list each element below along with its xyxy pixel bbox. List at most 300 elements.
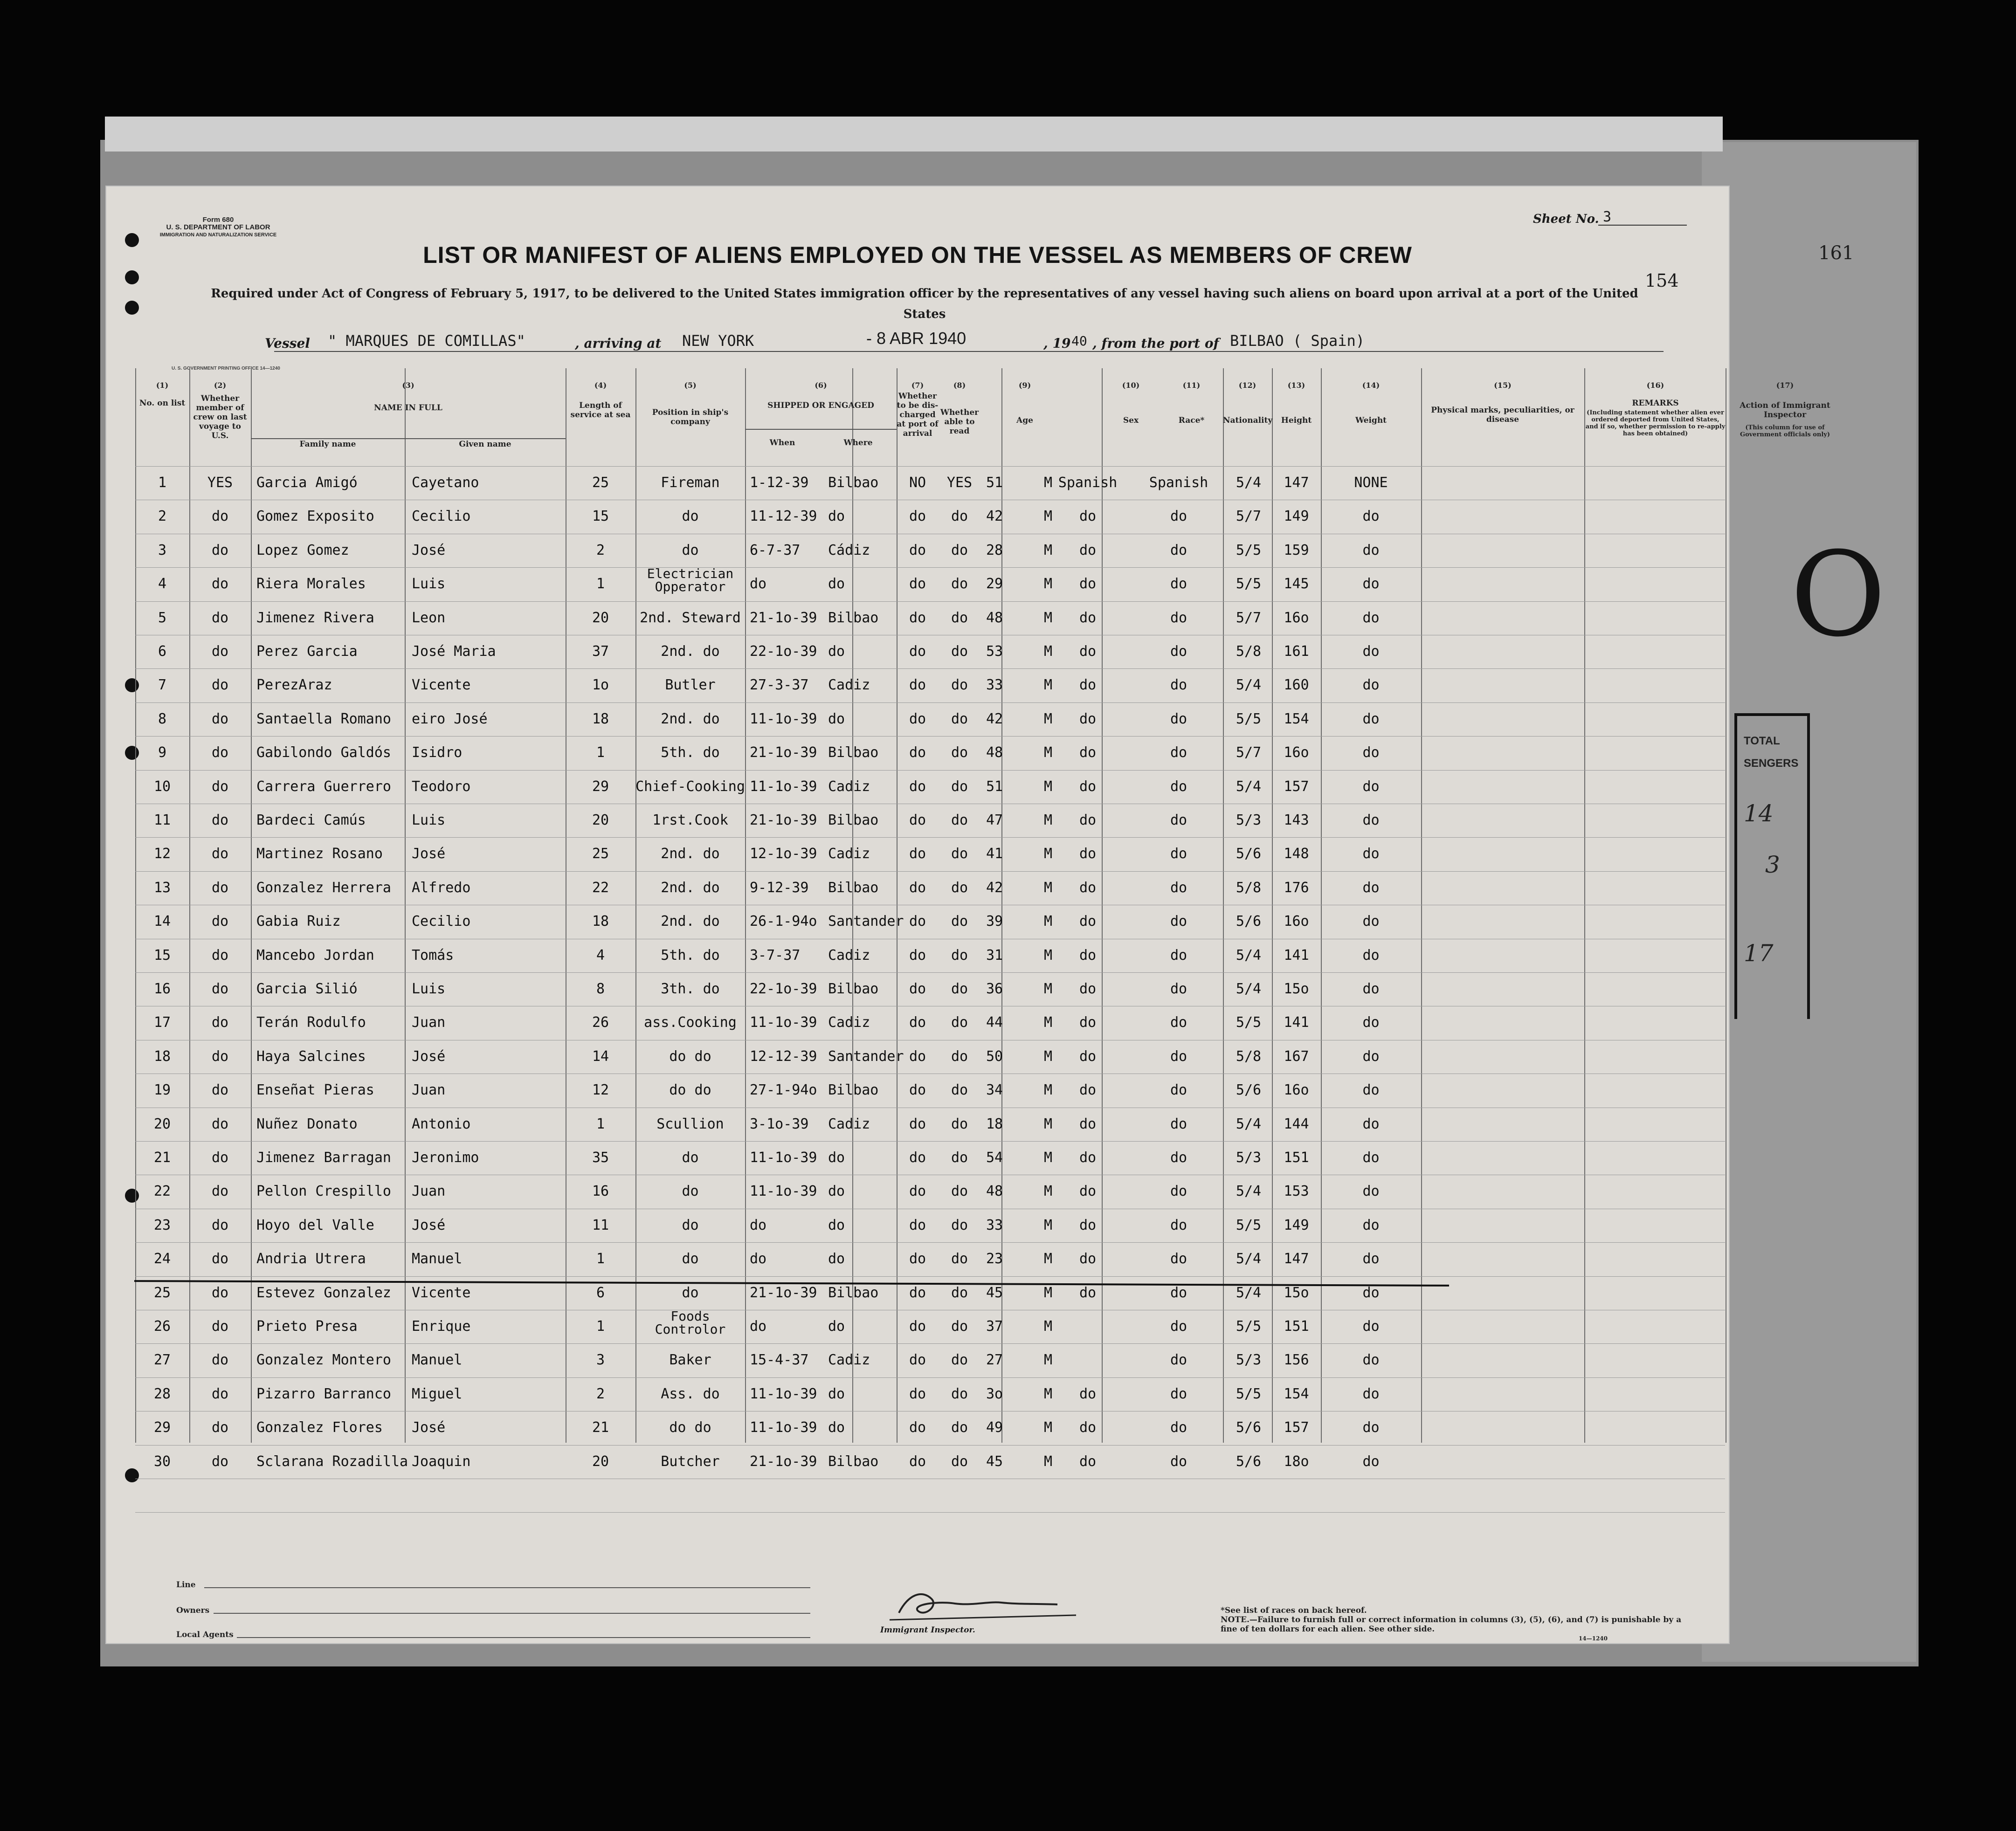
crew-age-cell: 47 [986, 812, 1003, 828]
crew-family-cell: Jimenez Rivera [256, 609, 374, 626]
crew-sex-cell: M [1043, 1419, 1053, 1436]
crew-where-cell: do [828, 1318, 845, 1335]
crew-family-cell: Gonzalez Montero [256, 1352, 391, 1369]
crew-family-cell: Prieto Presa [256, 1318, 358, 1335]
crew-nat-cell: do [1170, 1082, 1188, 1099]
crew-phys-cell: do [1362, 1251, 1380, 1267]
column-divider [1223, 368, 1224, 1443]
arriving-label: , arriving at [575, 336, 662, 351]
crew-service-cell: 21 [592, 1419, 609, 1436]
crew-height-cell: 5/5 [1236, 710, 1262, 727]
crew-nat-cell: do [1170, 677, 1188, 694]
crew-family-cell: Sclarana Rozadilla [256, 1453, 408, 1470]
crew-prior-cell: do [211, 1318, 229, 1335]
crew-disch-cell: do [909, 508, 926, 525]
crew-nat-cell: do [1170, 913, 1188, 930]
crew-prior-cell: do [211, 947, 229, 964]
crew-height-cell: 5/4 [1236, 778, 1262, 795]
crew-age-cell: 44 [986, 1014, 1003, 1031]
crew-weight-cell: 16o [1284, 913, 1309, 930]
column-divider [1001, 368, 1002, 1443]
crew-sex-cell: M [1043, 1150, 1053, 1166]
crew-family-cell: Perez Garcia [256, 643, 358, 660]
crew-service-cell: 25 [592, 846, 609, 862]
crew-age-cell: 54 [986, 1150, 1003, 1166]
crew-position-cell: Fireman [661, 475, 720, 491]
crew-weight-cell: 141 [1284, 947, 1309, 964]
header-race: Race* [1178, 416, 1205, 425]
crew-family-cell: Hoyo del Valle [256, 1217, 374, 1233]
crew-where-cell: Bilbao [828, 475, 879, 491]
crew-weight-cell: 167 [1284, 1048, 1309, 1065]
crew-height-cell: 5/6 [1236, 913, 1262, 930]
crew-race-cell: do [1079, 778, 1097, 795]
crew-position-cell: 1rst.Cook [652, 812, 728, 828]
crew-disch-cell: do [909, 542, 926, 558]
crew-service-cell: 1 [596, 576, 605, 592]
crew-nat-cell: do [1170, 1150, 1188, 1166]
crew-given-cell: Manuel [412, 1251, 463, 1267]
crew-weight-cell: 18o [1284, 1453, 1309, 1470]
crew-phys-cell: do [1362, 1014, 1380, 1031]
column-divider [1421, 368, 1422, 1443]
crew-height-cell: 5/8 [1236, 879, 1262, 896]
crew-age-cell: 53 [986, 643, 1003, 660]
crew-service-cell: 15 [592, 508, 609, 525]
crew-age-cell: 48 [986, 744, 1003, 761]
crew-when-cell: 11-1o-39 [750, 710, 817, 727]
crew-family-cell: Pellon Crespillo [256, 1183, 391, 1200]
crew-nat-cell: do [1170, 1115, 1188, 1132]
column-divider [745, 368, 746, 1443]
crew-age-cell: 51 [986, 778, 1003, 795]
crew-race-cell: do [1079, 1419, 1097, 1436]
crew-service-cell: 2 [596, 1385, 605, 1402]
crew-disch-cell: NO [909, 475, 926, 491]
crew-disch-cell: do [909, 677, 926, 694]
crew-race-cell: do [1079, 576, 1097, 592]
crew-disch-cell: do [909, 1385, 926, 1402]
row-rule [135, 601, 1725, 602]
crew-age-cell: 23 [986, 1251, 1003, 1267]
crew-where-cell: Cadiz [828, 947, 870, 964]
crew-when-cell: 21-1o-39 [750, 1453, 817, 1470]
crew-phys-cell: do [1362, 812, 1380, 828]
crew-family-cell: Pizarro Barranco [256, 1385, 391, 1402]
crew-nat-cell: do [1170, 710, 1188, 727]
crew-race-cell: do [1079, 981, 1097, 997]
crew-age-cell: 45 [986, 1453, 1003, 1470]
crew-when-cell: 15-4-37 [750, 1352, 809, 1369]
crew-disch-cell: do [909, 576, 926, 592]
crew-nat-cell: do [1170, 1217, 1188, 1233]
column-number: (2) [214, 381, 227, 390]
crew-phys-cell: do [1362, 1217, 1380, 1233]
header-remarks: REMARKS [1632, 399, 1679, 408]
crew-nat-cell: do [1170, 812, 1188, 828]
crew-read-cell: do [951, 812, 968, 828]
crew-phys-cell: do [1362, 879, 1380, 896]
crew-sex-cell: M [1043, 710, 1053, 727]
crew-prior-cell: do [211, 778, 229, 795]
crew-position-cell: 2nd. do [661, 879, 720, 896]
crew-disch-cell: do [909, 1284, 926, 1301]
total-value: 17 [1744, 940, 1774, 967]
crew-position-cell: do [682, 1217, 699, 1233]
crew-weight-cell: 151 [1284, 1318, 1309, 1335]
crew-no-cell: 28 [153, 1385, 171, 1402]
crew-when-cell: 27-1-94o [750, 1082, 817, 1099]
crew-given-cell: Cecilio [412, 508, 471, 525]
crew-weight-cell: 161 [1284, 643, 1309, 660]
line-label: Line [176, 1580, 196, 1590]
crew-weight-cell: 145 [1284, 576, 1309, 592]
crew-position-cell: 5th. do [661, 744, 720, 761]
crew-weight-cell: 159 [1284, 542, 1309, 558]
crew-weight-cell: 149 [1284, 508, 1309, 525]
crew-prior-cell: do [211, 508, 229, 525]
column-number: (6) [815, 381, 827, 390]
crew-sex-cell: M [1043, 643, 1053, 660]
crew-read-cell: do [951, 1217, 968, 1233]
crew-race-cell: do [1079, 710, 1097, 727]
header-name-in-full: NAME IN FULL [374, 403, 442, 413]
crew-position-cell: Chief-Cooking [635, 778, 745, 795]
crew-height-cell: 5/3 [1236, 1352, 1262, 1369]
crew-prior-cell: do [211, 1385, 229, 1402]
crew-where-cell: Bilbao [828, 981, 879, 997]
crew-read-cell: do [951, 1385, 968, 1402]
crew-no-cell: 16 [153, 981, 171, 997]
column-number: (8) [953, 381, 966, 390]
header-nationality: Nationality [1223, 416, 1273, 425]
crew-phys-cell: do [1362, 778, 1380, 795]
crew-sex-cell: M [1043, 1014, 1053, 1031]
crew-prior-cell: do [211, 981, 229, 997]
crew-sex-cell: M [1043, 1284, 1053, 1301]
crew-service-cell: 20 [592, 812, 609, 828]
column-number: (14) [1362, 381, 1380, 390]
crew-phys-cell: do [1362, 1453, 1380, 1470]
crew-disch-cell: do [909, 1115, 926, 1132]
punch-hole [125, 270, 139, 284]
crew-given-cell: Juan [412, 1183, 446, 1200]
column-number: (4) [594, 381, 607, 390]
crew-disch-cell: do [909, 710, 926, 727]
crew-nat-cell: do [1170, 1419, 1188, 1436]
crew-position-cell: Foods Controlor [655, 1308, 726, 1337]
crew-sex-cell: M [1043, 576, 1053, 592]
crew-given-cell: Miguel [412, 1385, 463, 1402]
crew-position-cell: do do [669, 1082, 711, 1099]
departure-port: BILBAO ( Spain) [1230, 332, 1365, 350]
crew-phys-cell: do [1362, 576, 1380, 592]
crew-position-cell: Ass. do [661, 1385, 720, 1402]
crew-given-cell: Joaquin [412, 1453, 471, 1470]
crew-race-cell: do [1079, 609, 1097, 626]
crew-prior-cell: do [211, 1183, 229, 1200]
crew-weight-cell: 154 [1284, 1385, 1309, 1402]
crew-read-cell: do [951, 744, 968, 761]
crew-where-cell: do [828, 1251, 845, 1267]
crew-service-cell: 18 [592, 913, 609, 930]
crew-read-cell: do [951, 609, 968, 626]
crew-nat-cell: do [1170, 744, 1188, 761]
crew-where-cell: Bilbao [828, 812, 879, 828]
header-when: When [769, 438, 795, 447]
column-number: (3) [402, 381, 414, 390]
header-height: Height [1281, 416, 1312, 425]
crew-prior-cell: do [211, 1115, 229, 1132]
crew-weight-cell: 147 [1284, 475, 1309, 491]
crew-family-cell: Gabilondo Galdós [256, 744, 391, 761]
crew-service-cell: 26 [592, 1014, 609, 1031]
crew-race-cell: do [1079, 1385, 1097, 1402]
crew-given-cell: Luis [412, 981, 446, 997]
crew-sex-cell: M [1043, 879, 1053, 896]
header-action: Action of Immigrant Inspector [1740, 401, 1830, 420]
crew-sex-cell: M [1043, 744, 1053, 761]
crew-family-cell: Terán Rodulfo [256, 1014, 366, 1031]
crew-prior-cell: do [211, 643, 229, 660]
crew-family-cell: Nuñez Donato [256, 1115, 358, 1132]
crew-service-cell: 3 [596, 1352, 605, 1369]
crew-sex-cell: M [1043, 947, 1053, 964]
crew-read-cell: do [951, 1082, 968, 1099]
crew-read-cell: do [951, 1453, 968, 1470]
crew-weight-cell: 141 [1284, 1014, 1309, 1031]
form-number: Form 680 [202, 216, 234, 224]
crew-no-cell: 14 [153, 913, 171, 930]
crew-prior-cell: do [211, 677, 229, 694]
row-rule [135, 1512, 1725, 1513]
crew-no-cell: 18 [153, 1048, 171, 1065]
crew-when-cell: 11-1o-39 [750, 1014, 817, 1031]
crew-sex-cell: M [1043, 1183, 1053, 1200]
crew-sex-cell: M [1043, 913, 1053, 930]
crew-age-cell: 41 [986, 846, 1003, 862]
crew-age-cell: 48 [986, 1183, 1003, 1200]
crew-height-cell: 5/6 [1236, 1082, 1262, 1099]
header-where: Where [843, 438, 873, 447]
crew-where-cell: do [828, 576, 845, 592]
crew-race-cell: do [1079, 744, 1097, 761]
column-number: (1) [156, 381, 169, 390]
crew-family-cell: Martinez Rosano [256, 846, 383, 862]
crew-height-cell: 5/4 [1236, 947, 1262, 964]
crew-phys-cell: do [1362, 710, 1380, 727]
crew-prior-cell: do [211, 1453, 229, 1470]
crew-disch-cell: do [909, 1150, 926, 1166]
crew-when-cell: 21-1o-39 [750, 609, 817, 626]
crew-prior-cell: do [211, 1014, 229, 1031]
crew-disch-cell: do [909, 609, 926, 626]
crew-weight-cell: 144 [1284, 1115, 1309, 1132]
crew-given-cell: Leon [412, 609, 446, 626]
crew-given-cell: Cecilio [412, 913, 471, 930]
crew-when-cell: 11-1o-39 [750, 778, 817, 795]
crew-no-cell: 15 [153, 947, 171, 964]
crew-age-cell: 45 [986, 1284, 1003, 1301]
crew-race-cell: do [1079, 1048, 1097, 1065]
row-rule [135, 1377, 1725, 1378]
crew-given-cell: José [412, 846, 446, 862]
crew-race-cell: do [1079, 1014, 1097, 1031]
column-number: (15) [1494, 381, 1512, 390]
column-divider [1584, 368, 1585, 1443]
column-number: (17) [1776, 381, 1794, 390]
crew-weight-cell: 16o [1284, 1082, 1309, 1099]
crew-disch-cell: do [909, 1217, 926, 1233]
crew-no-cell: 29 [153, 1419, 171, 1436]
crew-race-cell: do [1079, 812, 1097, 828]
crew-prior-cell: do [211, 1217, 229, 1233]
crew-race-cell: do [1079, 879, 1097, 896]
crew-sex-cell: M [1043, 1115, 1053, 1132]
row-rule [135, 668, 1725, 669]
crew-weight-cell: 157 [1284, 778, 1309, 795]
crew-race-cell: do [1079, 1082, 1097, 1099]
crew-nat-cell: do [1170, 1251, 1188, 1267]
crew-read-cell: do [951, 879, 968, 896]
crew-family-cell: Gonzalez Flores [256, 1419, 383, 1436]
crew-family-cell: Gonzalez Herrera [256, 879, 391, 896]
crew-position-cell: Butcher [661, 1453, 720, 1470]
crew-when-cell: do [750, 1318, 767, 1335]
crew-weight-cell: 143 [1284, 812, 1309, 828]
crew-service-cell: 12 [592, 1082, 609, 1099]
crew-disch-cell: do [909, 1251, 926, 1267]
crew-age-cell: 42 [986, 508, 1003, 525]
crew-position-cell: do [682, 1183, 699, 1200]
crew-age-cell: 48 [986, 609, 1003, 626]
inspector-signature [880, 1576, 1113, 1631]
crew-race-cell: do [1079, 1284, 1097, 1301]
crew-given-cell: Juan [412, 1014, 446, 1031]
crew-read-cell: do [951, 1419, 968, 1436]
crew-position-cell: Electrician Opperator [647, 566, 734, 595]
crew-when-cell: 22-1o-39 [750, 981, 817, 997]
crew-disch-cell: do [909, 1082, 926, 1099]
crew-position-cell: do [682, 1150, 699, 1166]
crew-position-cell: 2nd. do [661, 913, 720, 930]
crew-nat-cell: do [1170, 1014, 1188, 1031]
crew-phys-cell: do [1362, 1048, 1380, 1065]
crew-where-cell: do [828, 1217, 845, 1233]
crew-given-cell: Tomás [412, 947, 454, 964]
crew-phys-cell: do [1362, 1115, 1380, 1132]
column-number: (11) [1182, 381, 1201, 390]
crew-phys-cell: do [1362, 947, 1380, 964]
crew-prior-cell: do [211, 913, 229, 930]
crew-phys-cell: do [1362, 677, 1380, 694]
crew-age-cell: 49 [986, 1419, 1003, 1436]
footer-form-code: 14—1240 [1578, 1635, 1608, 1642]
crew-when-cell: 22-1o-39 [750, 643, 817, 660]
crew-when-cell: 3-1o-39 [750, 1115, 809, 1132]
crew-no-cell: 4 [158, 576, 167, 592]
crew-when-cell: 21-1o-39 [750, 812, 817, 828]
crew-weight-cell: 148 [1284, 846, 1309, 862]
column-number: (16) [1646, 381, 1664, 390]
crew-position-cell: do [682, 1251, 699, 1267]
crew-prior-cell: do [211, 1419, 229, 1436]
row-rule [135, 567, 1725, 568]
header-given-name: Given name [459, 440, 511, 449]
right-page-number: 161 [1818, 242, 1854, 264]
crew-service-cell: 37 [592, 643, 609, 660]
crew-nat-cell: do [1170, 846, 1188, 862]
crew-service-cell: 1o [592, 677, 609, 694]
owners-field [214, 1613, 810, 1614]
crew-read-cell: do [951, 542, 968, 558]
crew-prior-cell: do [211, 1048, 229, 1065]
total-header: TOTAL [1744, 735, 1780, 747]
crew-where-cell: do [828, 508, 845, 525]
crew-prior-cell: do [211, 609, 229, 626]
crew-where-cell: Bilbao [828, 879, 879, 896]
crew-no-cell: 6 [158, 643, 167, 660]
crew-disch-cell: do [909, 643, 926, 660]
crew-where-cell: Bilbao [828, 1284, 879, 1301]
total-value: 14 [1744, 800, 1774, 827]
column-number: (10) [1122, 381, 1140, 390]
crew-nat-cell: do [1170, 1352, 1188, 1369]
crew-sex-cell: M [1043, 1318, 1053, 1335]
crew-family-cell: Santaella Romano [256, 710, 391, 727]
crew-position-cell: do do [669, 1419, 711, 1436]
crew-nat-cell: do [1170, 947, 1188, 964]
row-rule [135, 1276, 1725, 1277]
crew-read-cell: do [951, 947, 968, 964]
crew-age-cell: 29 [986, 576, 1003, 592]
crew-read-cell: do [951, 508, 968, 525]
crew-when-cell: 9-12-39 [750, 879, 809, 896]
crew-phys-cell: do [1362, 1385, 1380, 1402]
crew-height-cell: 5/5 [1236, 1014, 1262, 1031]
crew-disch-cell: do [909, 1453, 926, 1470]
crew-service-cell: 11 [592, 1217, 609, 1233]
crew-no-cell: 5 [158, 609, 167, 626]
header-rule [745, 429, 897, 430]
crew-prior-cell: do [211, 542, 229, 558]
crew-phys-cell: do [1362, 1082, 1380, 1099]
crew-position-cell: ass.Cooking [644, 1014, 737, 1031]
crew-service-cell: 4 [596, 947, 605, 964]
top-paper-strip [105, 117, 1723, 151]
crew-age-cell: 33 [986, 1217, 1003, 1233]
crew-prior-cell: do [211, 1082, 229, 1099]
crew-weight-cell: 160 [1284, 677, 1309, 694]
header-weight: Weight [1355, 416, 1387, 425]
header-length-service: Length of service at sea [570, 401, 631, 420]
crew-no-cell: 10 [153, 778, 171, 795]
crew-given-cell: Isidro [412, 744, 463, 761]
crew-phys-cell: do [1362, 609, 1380, 626]
crew-read-cell: YES [946, 475, 973, 491]
crew-where-cell: Cadiz [828, 677, 870, 694]
manifest-title: LIST OR MANIFEST OF ALIENS EMPLOYED ON THE VESSEL AS MEMBERS OF CREW [423, 242, 1412, 268]
crew-race-cell: do [1079, 542, 1097, 558]
crew-age-cell: 50 [986, 1048, 1003, 1065]
crew-age-cell: 42 [986, 879, 1003, 896]
crew-given-cell: Teodoro [412, 778, 471, 795]
crew-position-cell: do [682, 1284, 699, 1301]
crew-disch-cell: do [909, 1352, 926, 1369]
vessel-name: " MARQUES DE COMILLAS" [328, 332, 525, 350]
arrival-date-stamp: - 8 ABR 1940 [866, 329, 967, 348]
crew-height-cell: 5/4 [1236, 1284, 1262, 1301]
